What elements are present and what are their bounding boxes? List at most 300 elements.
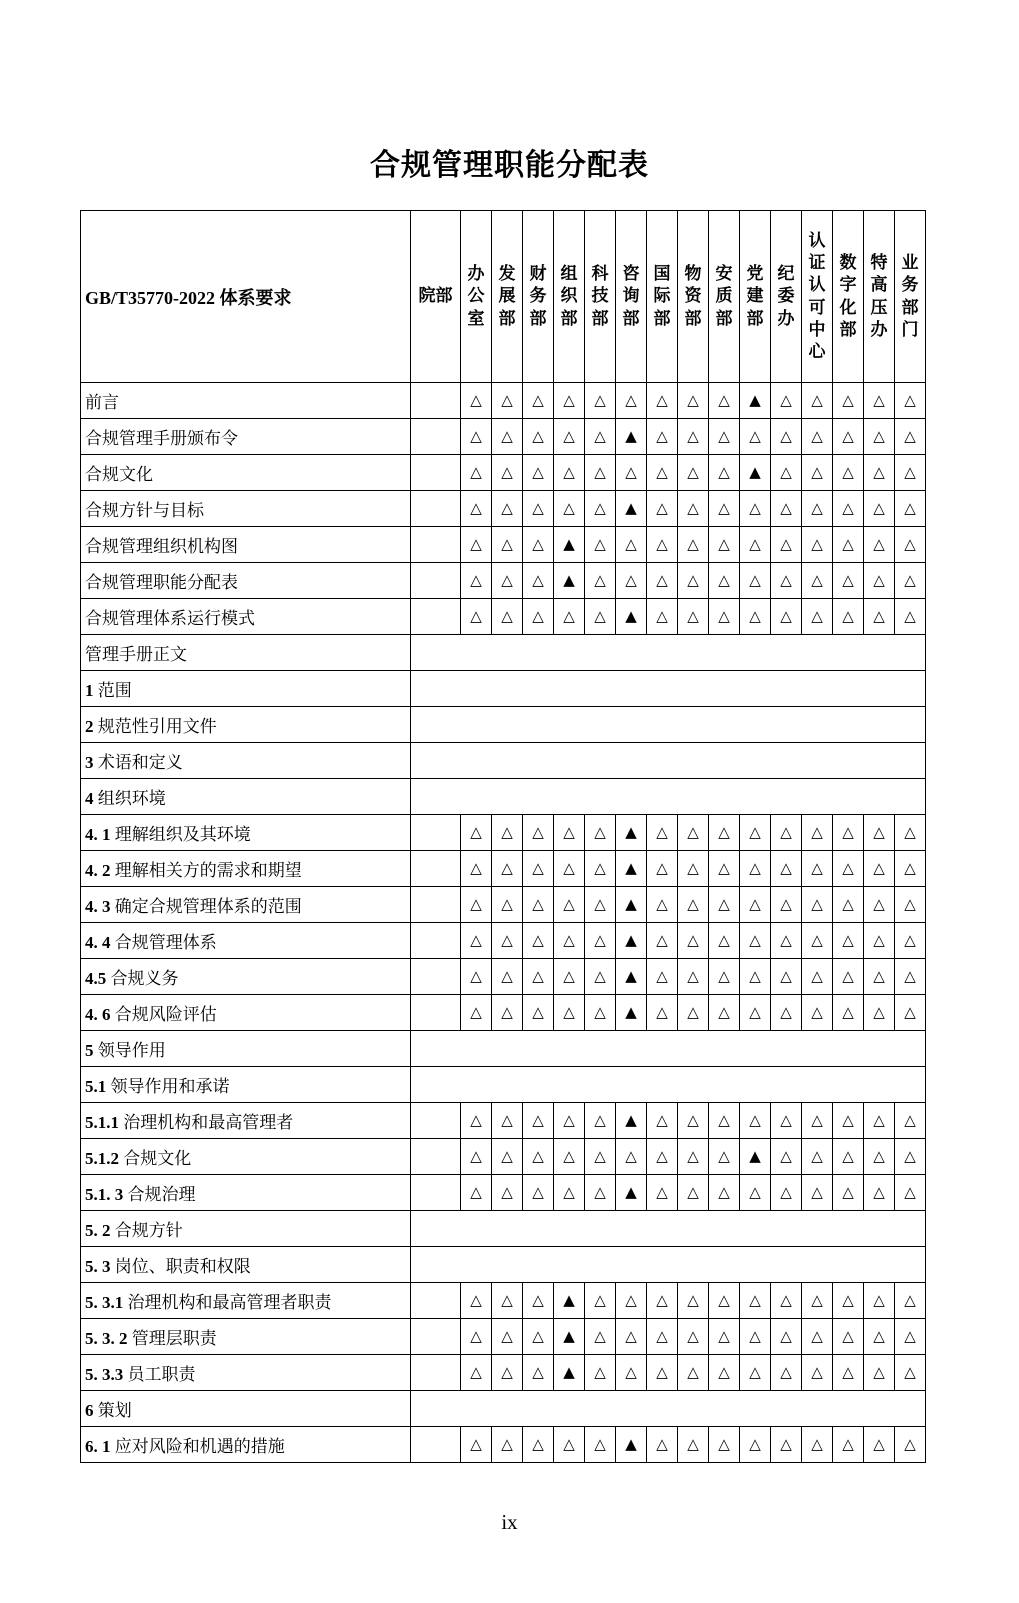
participate-mark-cell: △ — [833, 815, 864, 851]
row-number: 5 — [85, 1041, 94, 1060]
participate-mark-cell: △ — [523, 887, 554, 923]
participate-mark-cell: △ — [740, 1427, 771, 1463]
row-number: 1 — [85, 681, 94, 700]
participate-mark-cell: △ — [709, 1427, 740, 1463]
empty-mark-cell — [411, 383, 461, 419]
department-column-header: 纪委办 — [771, 211, 802, 383]
row-label — [81, 1103, 411, 1139]
participate-mark-cell: △ — [678, 1283, 709, 1319]
participate-mark-cell: △ — [864, 995, 895, 1031]
participate-mark-cell: △ — [771, 419, 802, 455]
participate-mark-cell: △ — [802, 815, 833, 851]
department-column-header: 数字化部 — [833, 211, 864, 383]
participate-mark-cell: △ — [461, 995, 492, 1031]
table-row — [81, 779, 926, 815]
participate-mark-cell: △ — [771, 887, 802, 923]
row-title: 应对风险和机遇的措施 — [114, 1437, 285, 1456]
participate-mark-cell: △ — [709, 1283, 740, 1319]
participate-mark-cell: △ — [833, 1427, 864, 1463]
participate-mark-cell: △ — [647, 491, 678, 527]
participate-mark-cell: △ — [585, 1319, 616, 1355]
participate-mark-cell: △ — [740, 527, 771, 563]
row-number: 5.1. 3 — [85, 1185, 124, 1204]
empty-mark-cell — [411, 923, 461, 959]
department-column-header: 院部 — [411, 211, 461, 383]
participate-mark-cell: △ — [554, 455, 585, 491]
empty-mark-cell — [411, 455, 461, 491]
row-title: 理解组织及其环境 — [114, 825, 251, 844]
table-row — [81, 959, 926, 995]
participate-mark-cell: △ — [647, 887, 678, 923]
participate-mark-cell: △ — [647, 995, 678, 1031]
participate-mark-cell: △ — [771, 815, 802, 851]
participate-mark-cell: △ — [523, 815, 554, 851]
merged-blank-cell — [411, 707, 926, 743]
participate-mark-cell: △ — [895, 1139, 926, 1175]
table-row — [81, 1283, 926, 1319]
participate-mark-cell: △ — [678, 959, 709, 995]
row-label — [81, 635, 411, 671]
empty-mark-cell — [411, 599, 461, 635]
participate-mark-cell: △ — [585, 923, 616, 959]
empty-mark-cell — [411, 995, 461, 1031]
table-row — [81, 743, 926, 779]
participate-mark-cell: △ — [461, 851, 492, 887]
participate-mark-cell: △ — [585, 995, 616, 1031]
participate-mark-cell: △ — [709, 995, 740, 1031]
participate-mark-cell: △ — [833, 599, 864, 635]
row-number: 5.1.1 — [85, 1113, 119, 1132]
participate-mark-cell: △ — [833, 1103, 864, 1139]
participate-mark-cell: △ — [771, 995, 802, 1031]
participate-mark-cell: △ — [864, 815, 895, 851]
participate-mark-cell: △ — [709, 491, 740, 527]
participate-mark-cell: △ — [647, 923, 678, 959]
row-number: 5. 2 — [85, 1221, 111, 1240]
participate-mark-cell: △ — [895, 815, 926, 851]
participate-mark-cell: △ — [771, 851, 802, 887]
table-row — [81, 563, 926, 599]
participate-mark-cell: △ — [833, 455, 864, 491]
merged-blank-cell — [411, 743, 926, 779]
merged-blank-cell — [411, 1031, 926, 1067]
participate-mark-cell: △ — [771, 959, 802, 995]
participate-mark-cell: △ — [585, 815, 616, 851]
participate-mark-cell: △ — [461, 923, 492, 959]
row-number: 2 — [85, 717, 94, 736]
participate-mark-cell: △ — [740, 815, 771, 851]
participate-mark-cell: △ — [833, 1283, 864, 1319]
table-row — [81, 1139, 926, 1175]
participate-mark-cell: △ — [771, 1427, 802, 1463]
participate-mark-cell: △ — [895, 1355, 926, 1391]
participate-mark-cell: △ — [678, 995, 709, 1031]
table-row — [81, 1031, 926, 1067]
table-row — [81, 1103, 926, 1139]
participate-mark-cell: △ — [647, 1283, 678, 1319]
participate-mark-cell: △ — [802, 995, 833, 1031]
participate-mark-cell: △ — [771, 599, 802, 635]
participate-mark-cell: △ — [523, 527, 554, 563]
participate-mark-cell: △ — [709, 959, 740, 995]
participate-mark-cell: △ — [523, 995, 554, 1031]
row-label — [81, 1247, 411, 1283]
participate-mark-cell: △ — [616, 1319, 647, 1355]
lead-mark-cell: ▲ — [616, 923, 647, 959]
participate-mark-cell: △ — [678, 1175, 709, 1211]
department-column-header: 办公室 — [461, 211, 492, 383]
participate-mark-cell: △ — [492, 1283, 523, 1319]
row-label — [81, 995, 411, 1031]
participate-mark-cell: △ — [647, 419, 678, 455]
participate-mark-cell: △ — [802, 383, 833, 419]
participate-mark-cell: △ — [740, 419, 771, 455]
participate-mark-cell: △ — [895, 491, 926, 527]
empty-mark-cell — [411, 1427, 461, 1463]
row-title: 组织环境 — [97, 789, 166, 808]
row-title: 合规管理体系运行模式 — [85, 609, 255, 628]
row-label — [81, 527, 411, 563]
participate-mark-cell: △ — [678, 1319, 709, 1355]
participate-mark-cell: △ — [492, 527, 523, 563]
empty-mark-cell — [411, 563, 461, 599]
row-label — [81, 923, 411, 959]
participate-mark-cell: △ — [554, 959, 585, 995]
participate-mark-cell: △ — [461, 1427, 492, 1463]
requirement-column-header: GB/T35770-2022 体系要求 — [81, 211, 411, 383]
merged-blank-cell — [411, 671, 926, 707]
empty-mark-cell — [411, 491, 461, 527]
row-title: 合规方针与目标 — [85, 501, 204, 520]
participate-mark-cell: △ — [833, 959, 864, 995]
empty-mark-cell — [411, 1175, 461, 1211]
merged-blank-cell — [411, 779, 926, 815]
participate-mark-cell: △ — [895, 995, 926, 1031]
participate-mark-cell: △ — [554, 599, 585, 635]
participate-mark-cell: △ — [833, 887, 864, 923]
row-label — [81, 1355, 411, 1391]
participate-mark-cell: △ — [864, 1427, 895, 1463]
participate-mark-cell: △ — [647, 1175, 678, 1211]
lead-mark-cell: ▲ — [616, 491, 647, 527]
participate-mark-cell: △ — [461, 1175, 492, 1211]
empty-mark-cell — [411, 1319, 461, 1355]
row-label — [81, 1283, 411, 1319]
participate-mark-cell: △ — [492, 995, 523, 1031]
merged-blank-cell — [411, 1247, 926, 1283]
department-column-header: 发展部 — [492, 211, 523, 383]
participate-mark-cell: △ — [802, 887, 833, 923]
participate-mark-cell: △ — [647, 527, 678, 563]
participate-mark-cell: △ — [647, 959, 678, 995]
participate-mark-cell: △ — [647, 851, 678, 887]
participate-mark-cell: △ — [740, 1283, 771, 1319]
participate-mark-cell: △ — [585, 1427, 616, 1463]
row-number: 4 — [85, 789, 94, 808]
participate-mark-cell: △ — [492, 1103, 523, 1139]
table-row — [81, 815, 926, 851]
participate-mark-cell: △ — [895, 455, 926, 491]
participate-mark-cell: △ — [554, 1175, 585, 1211]
participate-mark-cell: △ — [585, 599, 616, 635]
participate-mark-cell: △ — [833, 491, 864, 527]
participate-mark-cell: △ — [771, 527, 802, 563]
participate-mark-cell: △ — [492, 1319, 523, 1355]
lead-mark-cell: ▲ — [616, 995, 647, 1031]
participate-mark-cell: △ — [709, 887, 740, 923]
participate-mark-cell: △ — [647, 383, 678, 419]
participate-mark-cell: △ — [523, 923, 554, 959]
row-title: 前言 — [85, 393, 119, 412]
empty-mark-cell — [411, 1103, 461, 1139]
participate-mark-cell: △ — [678, 815, 709, 851]
lead-mark-cell: ▲ — [616, 599, 647, 635]
participate-mark-cell: △ — [554, 923, 585, 959]
participate-mark-cell: △ — [492, 455, 523, 491]
participate-mark-cell: △ — [895, 1319, 926, 1355]
participate-mark-cell: △ — [833, 1355, 864, 1391]
participate-mark-cell: △ — [895, 383, 926, 419]
department-column-header: 国际部 — [647, 211, 678, 383]
row-number: 4. 2 — [85, 861, 111, 880]
participate-mark-cell: △ — [771, 923, 802, 959]
page-title: 合规管理职能分配表 — [370, 149, 649, 182]
participate-mark-cell: △ — [492, 1175, 523, 1211]
row-title: 规范性引用文件 — [97, 717, 217, 736]
participate-mark-cell: △ — [616, 1355, 647, 1391]
participate-mark-cell: △ — [709, 1319, 740, 1355]
participate-mark-cell: △ — [895, 923, 926, 959]
row-title: 领导作用 — [97, 1041, 166, 1060]
participate-mark-cell: △ — [678, 1103, 709, 1139]
table-row — [81, 995, 926, 1031]
participate-mark-cell: △ — [709, 455, 740, 491]
participate-mark-cell: △ — [647, 1427, 678, 1463]
participate-mark-cell: △ — [802, 1139, 833, 1175]
participate-mark-cell: △ — [802, 599, 833, 635]
row-label — [81, 959, 411, 995]
participate-mark-cell: △ — [740, 995, 771, 1031]
participate-mark-cell: △ — [523, 599, 554, 635]
participate-mark-cell: △ — [554, 887, 585, 923]
participate-mark-cell: △ — [833, 383, 864, 419]
participate-mark-cell: △ — [740, 959, 771, 995]
participate-mark-cell: △ — [678, 1355, 709, 1391]
participate-mark-cell: △ — [709, 851, 740, 887]
table-row — [81, 599, 926, 635]
merged-blank-cell — [411, 1391, 926, 1427]
participate-mark-cell: △ — [678, 383, 709, 419]
table-row — [81, 1391, 926, 1427]
lead-mark-cell: ▲ — [740, 383, 771, 419]
participate-mark-cell: △ — [554, 383, 585, 419]
participate-mark-cell: △ — [523, 1355, 554, 1391]
participate-mark-cell: △ — [678, 851, 709, 887]
row-title: 确定合规管理体系的范围 — [114, 897, 302, 916]
participate-mark-cell: △ — [585, 1103, 616, 1139]
row-title: 合规管理体系 — [114, 933, 217, 952]
participate-mark-cell: △ — [895, 1427, 926, 1463]
participate-mark-cell: △ — [647, 1355, 678, 1391]
participate-mark-cell: △ — [802, 419, 833, 455]
participate-mark-cell: △ — [461, 1103, 492, 1139]
participate-mark-cell: △ — [864, 419, 895, 455]
participate-mark-cell: △ — [585, 959, 616, 995]
lead-mark-cell: ▲ — [554, 563, 585, 599]
row-label — [81, 743, 411, 779]
participate-mark-cell: △ — [647, 1319, 678, 1355]
participate-mark-cell: △ — [523, 1283, 554, 1319]
participate-mark-cell: △ — [864, 1175, 895, 1211]
participate-mark-cell: △ — [895, 1175, 926, 1211]
participate-mark-cell: △ — [864, 1103, 895, 1139]
row-title: 员工职责 — [127, 1365, 196, 1384]
participate-mark-cell: △ — [771, 455, 802, 491]
participate-mark-cell: △ — [585, 1139, 616, 1175]
row-title: 合规管理职能分配表 — [85, 573, 238, 592]
participate-mark-cell: △ — [585, 851, 616, 887]
participate-mark-cell: △ — [492, 1355, 523, 1391]
participate-mark-cell: △ — [616, 527, 647, 563]
participate-mark-cell: △ — [616, 563, 647, 599]
table-row — [81, 527, 926, 563]
participate-mark-cell: △ — [492, 887, 523, 923]
table-row — [81, 455, 926, 491]
participate-mark-cell: △ — [864, 491, 895, 527]
participate-mark-cell: △ — [709, 419, 740, 455]
participate-mark-cell: △ — [523, 455, 554, 491]
participate-mark-cell: △ — [461, 527, 492, 563]
participate-mark-cell: △ — [771, 491, 802, 527]
participate-mark-cell: △ — [802, 851, 833, 887]
participate-mark-cell: △ — [585, 491, 616, 527]
participate-mark-cell: △ — [461, 1319, 492, 1355]
participate-mark-cell: △ — [585, 887, 616, 923]
lead-mark-cell: ▲ — [616, 959, 647, 995]
participate-mark-cell: △ — [461, 815, 492, 851]
row-number: 5.1 — [85, 1077, 107, 1096]
lead-mark-cell: ▲ — [554, 1283, 585, 1319]
row-number: 6 — [85, 1401, 94, 1420]
row-number: 6. 1 — [85, 1437, 111, 1456]
row-label — [81, 1391, 411, 1427]
table-row — [81, 887, 926, 923]
table-row — [81, 671, 926, 707]
participate-mark-cell: △ — [895, 527, 926, 563]
department-column-header: 组织部 — [554, 211, 585, 383]
participate-mark-cell: △ — [802, 527, 833, 563]
lead-mark-cell: ▲ — [616, 419, 647, 455]
table-header-row — [81, 211, 926, 383]
participate-mark-cell: △ — [461, 383, 492, 419]
row-label — [81, 563, 411, 599]
participate-mark-cell: △ — [461, 419, 492, 455]
participate-mark-cell: △ — [833, 1139, 864, 1175]
participate-mark-cell: △ — [678, 1139, 709, 1175]
row-title: 合规管理组织机构图 — [85, 537, 238, 556]
participate-mark-cell: △ — [864, 1319, 895, 1355]
participate-mark-cell: △ — [554, 1103, 585, 1139]
row-number: 5. 3 — [85, 1257, 111, 1276]
participate-mark-cell: △ — [771, 563, 802, 599]
participate-mark-cell: △ — [678, 923, 709, 959]
participate-mark-cell: △ — [492, 923, 523, 959]
participate-mark-cell: △ — [802, 1103, 833, 1139]
row-number: 5. 3. 2 — [85, 1329, 128, 1348]
row-number: 5.1.2 — [85, 1149, 119, 1168]
participate-mark-cell: △ — [523, 1139, 554, 1175]
participate-mark-cell: △ — [740, 1319, 771, 1355]
department-column-header: 业务部门 — [895, 211, 926, 383]
table-row — [81, 1319, 926, 1355]
participate-mark-cell: △ — [802, 1175, 833, 1211]
lead-mark-cell: ▲ — [740, 455, 771, 491]
row-number: 4. 6 — [85, 1005, 111, 1024]
participate-mark-cell: △ — [585, 1175, 616, 1211]
participate-mark-cell: △ — [709, 563, 740, 599]
participate-mark-cell: △ — [864, 455, 895, 491]
participate-mark-cell: △ — [709, 1139, 740, 1175]
participate-mark-cell: △ — [709, 1355, 740, 1391]
participate-mark-cell: △ — [740, 1103, 771, 1139]
participate-mark-cell: △ — [554, 851, 585, 887]
participate-mark-cell: △ — [492, 491, 523, 527]
participate-mark-cell: △ — [740, 851, 771, 887]
table-row — [81, 851, 926, 887]
participate-mark-cell: △ — [523, 1175, 554, 1211]
participate-mark-cell: △ — [895, 959, 926, 995]
participate-mark-cell: △ — [647, 563, 678, 599]
participate-mark-cell: △ — [554, 815, 585, 851]
participate-mark-cell: △ — [461, 599, 492, 635]
department-column-header: 财务部 — [523, 211, 554, 383]
participate-mark-cell: △ — [864, 1139, 895, 1175]
department-column-header: 特高压办 — [864, 211, 895, 383]
row-title: 治理机构和最高管理者 — [123, 1113, 294, 1132]
participate-mark-cell: △ — [554, 419, 585, 455]
participate-mark-cell: △ — [802, 491, 833, 527]
participate-mark-cell: △ — [709, 815, 740, 851]
row-title: 术语和定义 — [97, 753, 183, 772]
participate-mark-cell: △ — [864, 599, 895, 635]
participate-mark-cell: △ — [647, 599, 678, 635]
participate-mark-cell: △ — [740, 563, 771, 599]
participate-mark-cell: △ — [678, 1427, 709, 1463]
empty-mark-cell — [411, 887, 461, 923]
participate-mark-cell: △ — [492, 959, 523, 995]
participate-mark-cell: △ — [895, 851, 926, 887]
department-column-header: 科技部 — [585, 211, 616, 383]
participate-mark-cell: △ — [585, 419, 616, 455]
participate-mark-cell: △ — [709, 923, 740, 959]
participate-mark-cell: △ — [492, 1427, 523, 1463]
row-label — [81, 599, 411, 635]
participate-mark-cell: △ — [709, 383, 740, 419]
table-row — [81, 635, 926, 671]
table-row — [81, 419, 926, 455]
participate-mark-cell: △ — [492, 599, 523, 635]
participate-mark-cell: △ — [740, 923, 771, 959]
empty-mark-cell — [411, 419, 461, 455]
row-label — [81, 815, 411, 851]
participate-mark-cell: △ — [554, 995, 585, 1031]
participate-mark-cell: △ — [523, 563, 554, 599]
lead-mark-cell: ▲ — [616, 1427, 647, 1463]
participate-mark-cell: △ — [492, 1139, 523, 1175]
participate-mark-cell: △ — [492, 815, 523, 851]
participate-mark-cell: △ — [461, 563, 492, 599]
empty-mark-cell — [411, 815, 461, 851]
